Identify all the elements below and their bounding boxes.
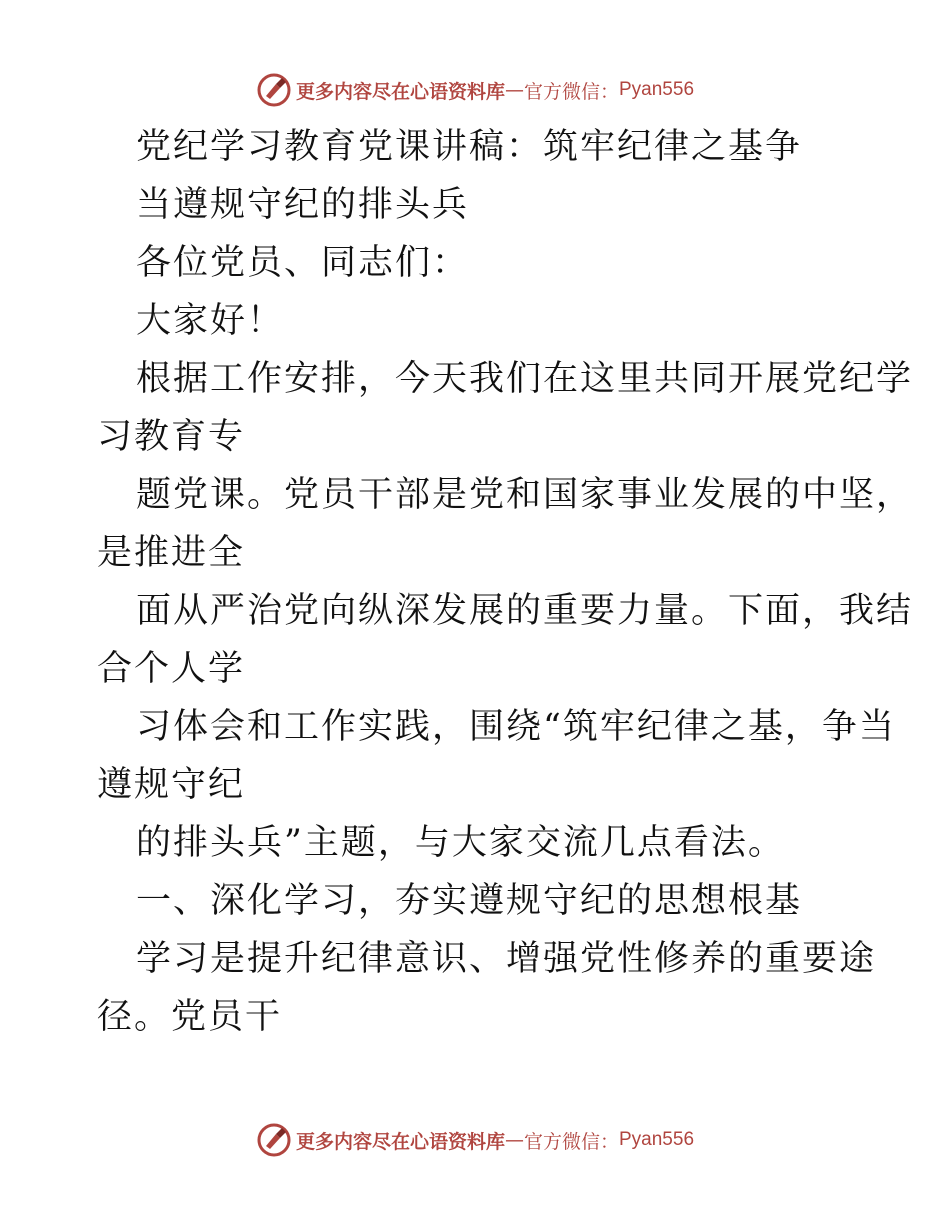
banner-dash: — xyxy=(504,1129,524,1151)
greeting-line: 各位党员、同志们： xyxy=(136,243,470,283)
paragraph-line: 题党课。党员干部是党和国家事业发展的中坚， xyxy=(136,475,914,515)
paragraph-line: 习教育专 xyxy=(97,417,246,457)
banner-main-text: 更多内容尽在心语资料库 xyxy=(295,80,505,103)
banner-dash: — xyxy=(504,79,524,101)
banner-wechat-id: Pyan556 xyxy=(619,1129,695,1150)
banner-sub-text: 官方微信： xyxy=(523,80,619,103)
pen-logo-icon xyxy=(256,72,292,108)
paragraph-line: 根据工作安排，今天我们在这里共同开展党纪学 xyxy=(136,359,914,399)
pen-logo-icon xyxy=(256,1122,292,1158)
section-heading: 一、深化学习，夯实遵规守纪的思想根基 xyxy=(136,881,803,921)
doc-title-line-1: 党纪学习教育党课讲稿：筑牢纪律之基争 xyxy=(136,127,803,167)
paragraph-line: 遵规守纪 xyxy=(97,765,246,805)
paragraph-line: 径。党员干 xyxy=(97,997,283,1037)
hello-line: 大家好！ xyxy=(136,301,285,341)
doc-title-line-2: 当遵规守纪的排头兵 xyxy=(136,185,470,225)
paragraph-line: 的排头兵”主题，与大家交流几点看法。 xyxy=(136,823,785,863)
paragraph-line: 学习是提升纪律意识、增强党性修养的重要途 xyxy=(136,939,877,979)
paragraph-line: 习体会和工作实践，围绕“筑牢纪律之基，争当 xyxy=(136,707,896,747)
banner-wechat-id: Pyan556 xyxy=(619,79,695,100)
banner-main-text: 更多内容尽在心语资料库 xyxy=(295,1130,505,1153)
header-banner xyxy=(0,70,950,110)
footer-banner xyxy=(0,1120,950,1160)
paragraph-line: 面从严治党向纵深发展的重要力量。下面，我结 xyxy=(136,591,914,631)
banner-sub-text: 官方微信： xyxy=(523,1130,619,1153)
paragraph-line: 是推进全 xyxy=(97,533,246,573)
paragraph-line: 合个人学 xyxy=(97,649,246,689)
